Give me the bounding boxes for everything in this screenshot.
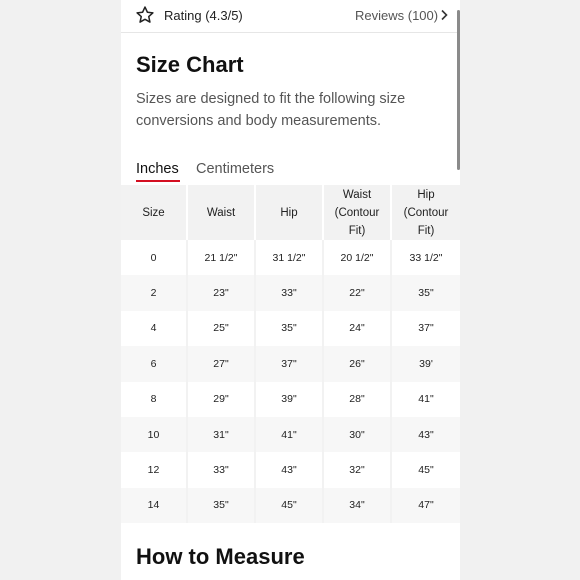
chevron-right-icon[interactable] bbox=[439, 9, 449, 21]
table-row bbox=[121, 452, 460, 487]
table-cell: 45" bbox=[418, 464, 434, 477]
table-cell: 21 1/2" bbox=[188, 240, 256, 275]
rating-label: Rating (4.3/5) bbox=[164, 8, 243, 23]
table-cell: 10 bbox=[121, 417, 188, 452]
table-cell: 31 1/2" bbox=[256, 240, 324, 275]
table-row bbox=[121, 346, 460, 381]
table-row bbox=[121, 417, 460, 452]
column-header-waist: Waist bbox=[188, 185, 256, 240]
table-cell: 30" bbox=[324, 417, 392, 452]
table-cell: 33 1/2" bbox=[409, 251, 443, 264]
tab-inches[interactable]: Inches bbox=[136, 161, 179, 177]
table-cell: 23" bbox=[188, 275, 256, 310]
table-cell: 34" bbox=[324, 488, 392, 523]
table-cell: 22" bbox=[324, 275, 392, 310]
table-cell: 0 bbox=[121, 240, 188, 275]
table-cell: 43" bbox=[256, 452, 324, 487]
size-table bbox=[121, 185, 460, 523]
table-cell: 27" bbox=[188, 346, 256, 381]
table-row bbox=[121, 382, 460, 417]
size-chart-description: Sizes are designed to fit the following size conversions and body measurements. bbox=[136, 91, 406, 129]
size-chart-title: Size Chart bbox=[136, 52, 244, 77]
table-cell: 29" bbox=[188, 382, 256, 417]
reviews-link[interactable]: Reviews (100) bbox=[355, 8, 439, 23]
table-cell: 39" bbox=[256, 382, 324, 417]
active-tab-indicator bbox=[136, 180, 180, 182]
table-row bbox=[121, 488, 460, 523]
table-cell: 26" bbox=[324, 346, 392, 381]
column-header-size: Size bbox=[121, 185, 188, 240]
table-cell: 35" bbox=[392, 275, 460, 310]
rating-bar[interactable] bbox=[121, 0, 460, 33]
table-row bbox=[121, 311, 460, 346]
table-cell: 35" bbox=[188, 488, 256, 523]
table-cell: 32" bbox=[324, 452, 392, 487]
scrollbar-thumb[interactable] bbox=[457, 10, 460, 170]
table-cell: 37" bbox=[256, 346, 324, 381]
column-header-hip-contour: Hip (Contour Fit) bbox=[392, 185, 460, 240]
table-cell: 2 bbox=[121, 275, 188, 310]
star-icon bbox=[135, 5, 155, 25]
table-cell: 14 bbox=[121, 488, 188, 523]
table-cell: 47" bbox=[392, 488, 460, 523]
table-cell: 12 bbox=[121, 452, 188, 487]
size-chart-panel bbox=[121, 0, 460, 580]
column-header-hip: Hip bbox=[256, 185, 324, 240]
table-cell: 43" bbox=[392, 417, 460, 452]
table-cell: 35" bbox=[256, 311, 324, 346]
table-row bbox=[121, 275, 460, 310]
table-cell: 8 bbox=[121, 382, 188, 417]
table-cell: 31" bbox=[188, 417, 256, 452]
table-cell: 45" bbox=[256, 488, 324, 523]
table-cell: 25" bbox=[188, 311, 256, 346]
table-cell: 4 bbox=[121, 311, 188, 346]
table-cell: 20 1/2" bbox=[324, 240, 392, 275]
table-cell: 24" bbox=[324, 311, 392, 346]
table-cell: 39' bbox=[392, 346, 460, 381]
table-row bbox=[121, 240, 460, 275]
table-cell: 33" bbox=[256, 275, 324, 310]
tab-centimeters[interactable]: Centimeters bbox=[196, 161, 275, 177]
column-header-waist-contour: Waist (Contour Fit) bbox=[324, 185, 392, 240]
table-cell: 33" bbox=[188, 452, 256, 487]
table-cell: 28" bbox=[324, 382, 392, 417]
table-cell: 6 bbox=[121, 346, 188, 381]
table-cell: 41" bbox=[256, 417, 324, 452]
table-cell: 41" bbox=[418, 393, 434, 406]
table-header-row bbox=[121, 185, 460, 240]
how-to-measure-heading: How to Measure bbox=[136, 544, 305, 569]
table-cell: 37" bbox=[418, 322, 434, 335]
